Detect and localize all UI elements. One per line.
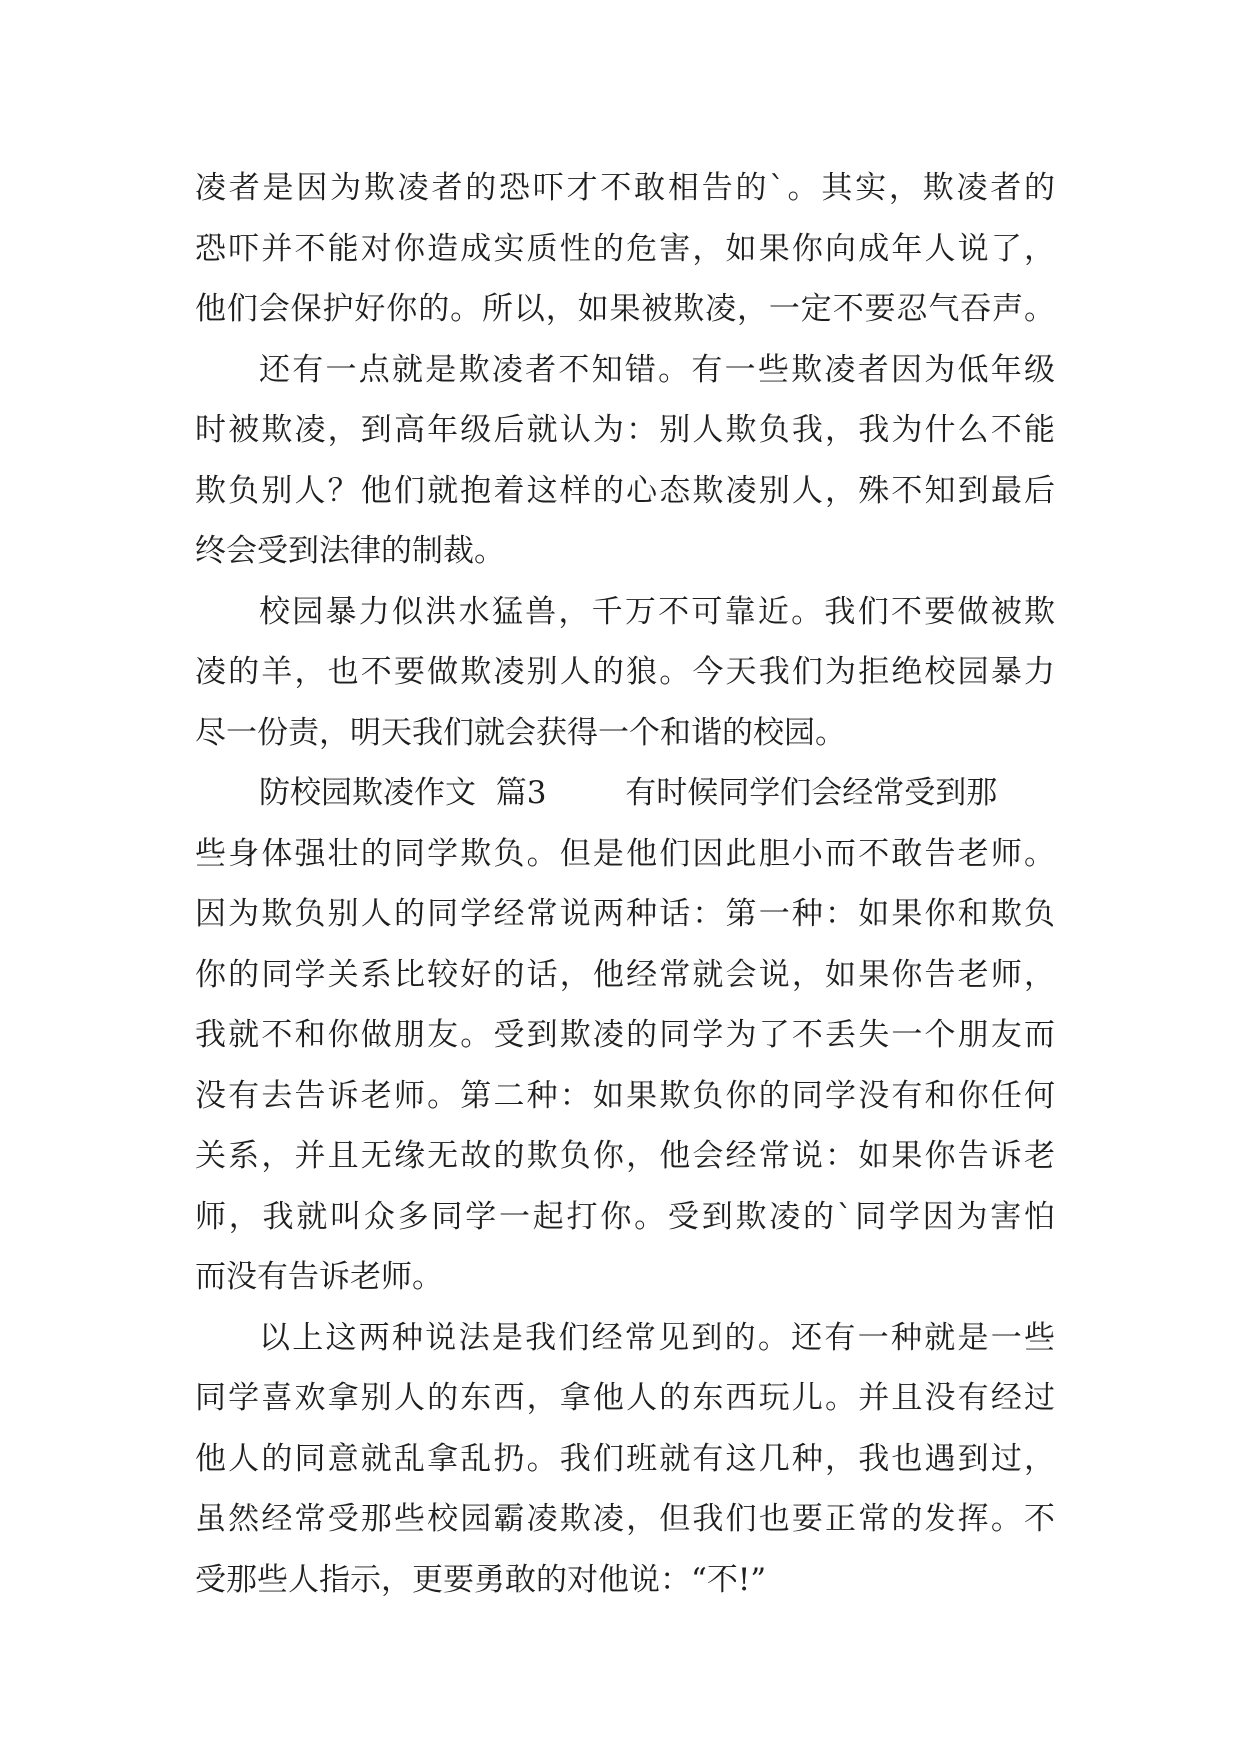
text-line: 些身体强壮的同学欺负。但是他们因此胆小而不敢告老师。 bbox=[195, 835, 1055, 872]
text-line: 欺负别人？他们就抱着这样的心态欺凌别人，殊不知到最后 bbox=[195, 472, 1055, 509]
text-line: 他们会保护好你的。所以，如果被欺凌，一定不要忍气吞声。 bbox=[195, 291, 1055, 327]
text-line: 我就不和你做朋友。受到欺凌的同学为了不丢失一个朋友而 bbox=[195, 1017, 1055, 1053]
text-line: 尽一份责，明天我们就会获得一个和谐的校园。 bbox=[195, 714, 846, 751]
text-line: 虽然经常受那些校园霸凌欺凌，但我们也要正常的发挥。不 bbox=[195, 1501, 1055, 1537]
document-body bbox=[195, 158, 1055, 1610]
text-line: 恐吓并不能对你造成实质性的危害，如果你向成年人说了， bbox=[195, 230, 1055, 267]
text-line: 关系，并且无缘无故的欺负你，他会经常说：如果你告诉老 bbox=[195, 1138, 1055, 1174]
text-line: 你的同学关系比较好的话，他经常就会说，如果你告老师， bbox=[195, 956, 1055, 993]
text-line: 时被欺凌，到高年级后就认为：别人欺负我，我为什么不能 bbox=[195, 412, 1055, 448]
text-line: 因为欺负别人的同学经常说两种话：第一种：如果你和欺负 bbox=[195, 896, 1055, 932]
text-line: 没有去告诉老师。第二种：如果欺负你的同学没有和你任何 bbox=[195, 1077, 1055, 1114]
paragraph-first-line: 校园暴力似洪水猛兽，千万不可靠近。我们不要做被欺 bbox=[259, 593, 1055, 630]
text-line: 他人的同意就乱拿乱扔。我们班就有这几种，我也遇到过， bbox=[195, 1440, 1055, 1477]
paragraph-first-line: 以上这两种说法是我们经常见到的。还有一种就是一些 bbox=[259, 1319, 1055, 1356]
text-line: 凌者是因为欺凌者的恐吓才不敢相告的`。其实，欺凌者的 bbox=[195, 170, 1055, 206]
text-line: 而没有告诉老师。 bbox=[195, 1259, 443, 1295]
text-line: 受那些人指示，更要勇敢的对他说：“不!” bbox=[195, 1561, 767, 1598]
text-line: 终会受到法律的制裁。 bbox=[195, 533, 505, 569]
text-line: 同学喜欢拿别人的东西，拿他人的东西玩儿。并且没有经过 bbox=[195, 1380, 1055, 1416]
section-heading-line: 防校园欺凌作文 篇3 有时候同学们会经常受到那 bbox=[259, 775, 998, 811]
text-line: 师，我就叫众多同学一起打你。受到欺凌的`同学因为害怕 bbox=[195, 1198, 1055, 1235]
text-line: 凌的羊，也不要做欺凌别人的狼。今天我们为拒绝校园暴力 bbox=[195, 654, 1055, 690]
paragraph-first-line: 还有一点就是欺凌者不知错。有一些欺凌者因为低年级 bbox=[259, 351, 1055, 388]
